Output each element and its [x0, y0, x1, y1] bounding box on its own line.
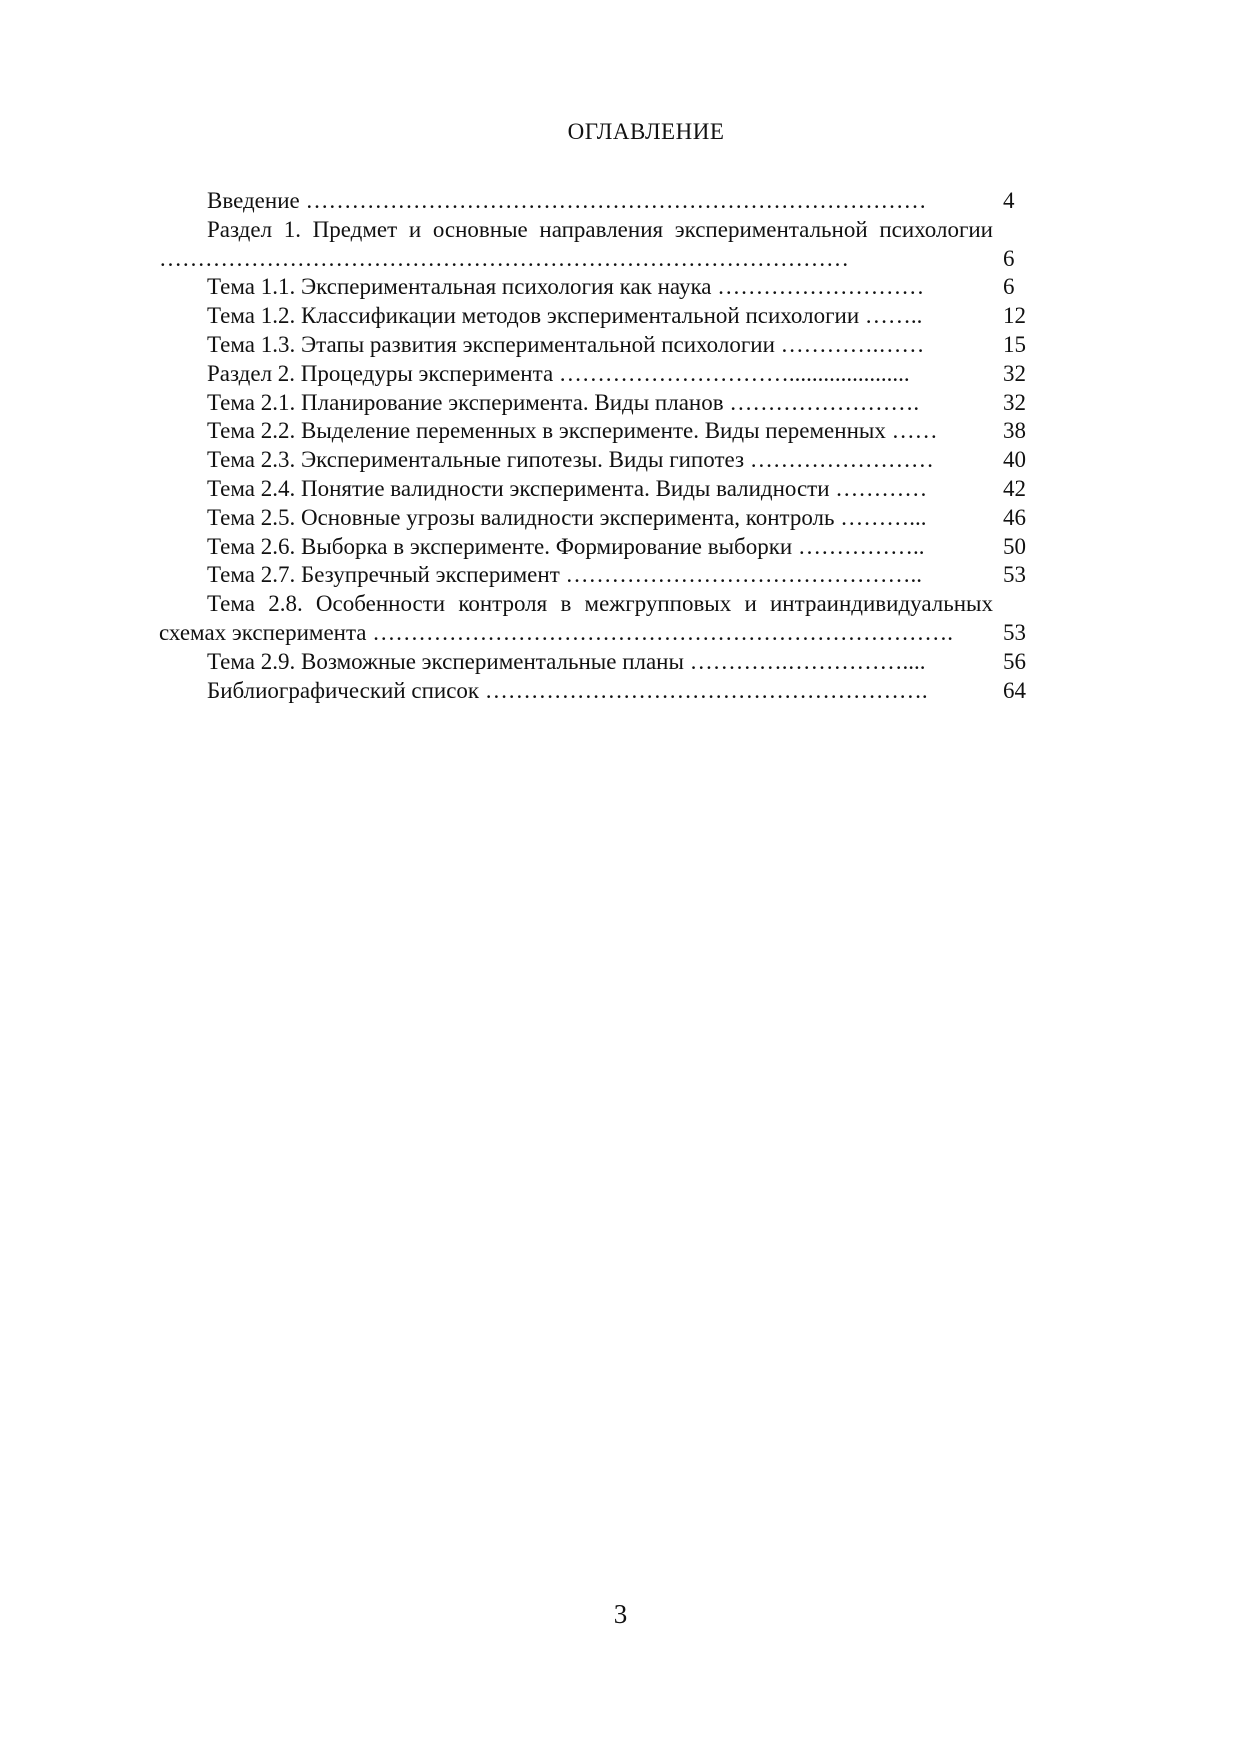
toc-entry-label: Тема 2.6. Выборка в эксперименте. Формирование выборки ……………..: [207, 533, 925, 559]
toc-entry-label: Тема 1.3. Этапы развития экспериментальной психологии ………….……: [207, 331, 925, 357]
toc-entry: [159, 216, 1049, 274]
toc-entry-label: Тема 1.2. Классификации методов экспериментальной психологии ……..: [207, 303, 923, 329]
page-number: 3: [613, 1599, 628, 1629]
toc-entry: [159, 648, 1049, 677]
toc-entry-label: Тема 2.3. Экспериментальные гипотезы. Виды гипотез ……………………: [207, 447, 934, 473]
toc-entry-page: 6: [1003, 245, 1015, 271]
toc-entry: [159, 561, 1049, 590]
toc-entry-page: 56: [1003, 648, 1026, 674]
toc-entry-label: Тема 2.5. Основные угрозы валидности эксперимента, контроль ………...: [207, 504, 927, 530]
toc-entry-page: 50: [1003, 533, 1026, 559]
toc-entry-page: 53: [1003, 619, 1026, 645]
toc-entry-label: Тема 2.2. Выделение переменных в эксперименте. Виды переменных ……: [207, 418, 938, 444]
toc-entry: [159, 302, 1049, 331]
toc-entry-label: Тема 2.4. Понятие валидности эксперимента. Виды валидности …………: [207, 475, 928, 501]
toc-entry-page: 32: [1003, 360, 1026, 386]
toc-entry-page: 64: [1003, 677, 1026, 703]
table-of-contents: [159, 187, 1049, 705]
toc-entry-label: Библиографический список ………………………………………………….: [207, 677, 928, 703]
toc-entry-page: 53: [1003, 562, 1026, 588]
toc-entry: [159, 187, 1049, 216]
toc-entry: [159, 590, 1049, 648]
toc-entry-label: Тема 2.7. Безупречный эксперимент ………………………………………..: [207, 562, 922, 588]
toc-entry-page: 15: [1003, 331, 1026, 357]
toc-entry: [159, 273, 1049, 302]
toc-entry: [159, 331, 1049, 360]
toc-entry-page: 12: [1003, 303, 1026, 329]
toc-entry-label: Тема 2.1. Планирование эксперимента. Виды планов …………………….: [207, 389, 920, 415]
toc-entry: [159, 417, 1049, 446]
toc-entry-page: 42: [1003, 475, 1026, 501]
toc-entry: [159, 504, 1049, 533]
toc-entry-page: 40: [1003, 447, 1026, 473]
toc-entry-page: 6: [1003, 274, 1015, 300]
toc-entry-label: Раздел 2. Процедуры эксперимента ………………………….....................: [207, 360, 910, 386]
toc-entry-label: Раздел 1. Предмет и основные направления экспериментальной психологии ………………………………………………………………………………: [159, 216, 993, 271]
page-title: ОГЛАВЛЕНИЕ: [567, 119, 725, 144]
toc-entry-label: Тема 2.8. Особенности контроля в межгрупповых и интраиндивидуальных схемах эксперимента ………………………………………………………………….: [159, 591, 993, 645]
toc-entry: [159, 533, 1049, 562]
toc-entry: [159, 360, 1049, 389]
toc-entry: [159, 389, 1049, 418]
toc-entry-label: Тема 2.9. Возможные экспериментальные планы ………….……………....: [207, 648, 926, 674]
toc-entry-page: 4: [1003, 188, 1015, 213]
toc-entry-page: 46: [1003, 504, 1026, 530]
toc-entry-page: 38: [1003, 418, 1026, 444]
toc-entry: [159, 677, 1049, 706]
toc-entry: [159, 446, 1049, 475]
toc-entry: [159, 475, 1049, 504]
toc-entry-page: 32: [1003, 389, 1026, 415]
toc-entry-label: Тема 1.1. Экспериментальная психология как наука ………………………: [207, 274, 925, 300]
toc-entry-label: Введение ………………………………………………………………………: [207, 188, 927, 213]
